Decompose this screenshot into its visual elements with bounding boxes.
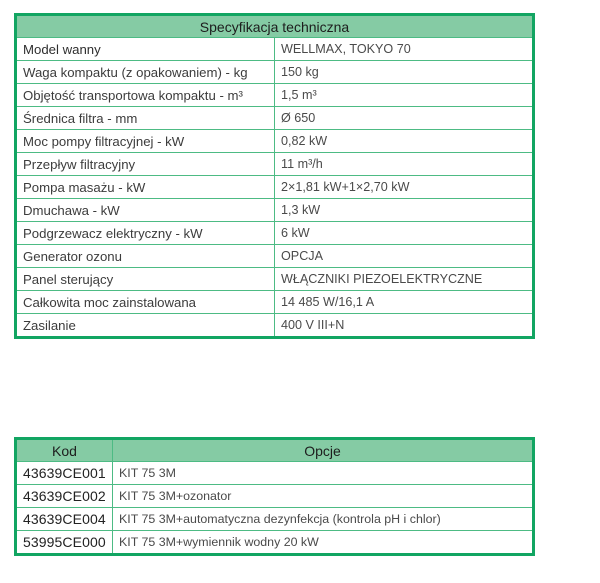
table-row xyxy=(16,508,534,531)
spec-label: Całkowita moc zainstalowana xyxy=(16,291,275,314)
table-row xyxy=(16,153,534,176)
option-code: 43639CE004 xyxy=(16,508,113,531)
option-code: 43639CE001 xyxy=(16,462,113,485)
spec-value: 400 V III+N xyxy=(275,314,534,338)
spec-label: Dmuchawa - kW xyxy=(16,199,275,222)
spec-label: Zasilanie xyxy=(16,314,275,338)
code-column-header: Kod xyxy=(16,439,113,462)
spec-value: 150 kg xyxy=(275,61,534,84)
table-row xyxy=(16,61,534,84)
spec-value: 2×1,81 kW+1×2,70 kW xyxy=(275,176,534,199)
spec-value: 6 kW xyxy=(275,222,534,245)
spec-label: Waga kompaktu (z opakowaniem) - kg xyxy=(16,61,275,84)
spec-label: Objętość transportowa kompaktu - m³ xyxy=(16,84,275,107)
table-row xyxy=(16,38,534,61)
technical-specification-table xyxy=(14,13,535,339)
spec-label: Przepływ filtracyjny xyxy=(16,153,275,176)
spec-value: 11 m³/h xyxy=(275,153,534,176)
option-description: KIT 75 3M+automatyczna dezynfekcja (kontrola pH i chlor) xyxy=(113,508,534,531)
spec-value: Ø 650 xyxy=(275,107,534,130)
spec-label: Model wanny xyxy=(16,38,275,61)
table-row xyxy=(16,462,534,485)
spec-value: 0,82 kW xyxy=(275,130,534,153)
table-row xyxy=(16,107,534,130)
table-row xyxy=(16,176,534,199)
table-row xyxy=(16,130,534,153)
spec-label: Moc pompy filtracyjnej - kW xyxy=(16,130,275,153)
table-row xyxy=(16,222,534,245)
table-row xyxy=(16,531,534,555)
spec-label: Generator ozonu xyxy=(16,245,275,268)
spec-label: Pompa masażu - kW xyxy=(16,176,275,199)
option-description: KIT 75 3M+ozonator xyxy=(113,485,534,508)
spec-value: 1,5 m³ xyxy=(275,84,534,107)
table-row xyxy=(16,291,534,314)
table-row xyxy=(16,245,534,268)
options-column-header: Opcje xyxy=(113,439,534,462)
spec-label: Średnica filtra - mm xyxy=(16,107,275,130)
spec-label: Panel sterujący xyxy=(16,268,275,291)
spec-value: 1,3 kW xyxy=(275,199,534,222)
spec-value: WŁĄCZNIKI PIEZOELEKTRYCZNE xyxy=(275,268,534,291)
spec-label: Podgrzewacz elektryczny - kW xyxy=(16,222,275,245)
option-description: KIT 75 3M+wymiennik wodny 20 kW xyxy=(113,531,534,555)
spec-value: 14 485 W/16,1 A xyxy=(275,291,534,314)
spec-table-title: Specyfikacja techniczna xyxy=(16,15,534,38)
option-description: KIT 75 3M xyxy=(113,462,534,485)
option-code: 53995CE000 xyxy=(16,531,113,555)
options-table xyxy=(14,437,535,556)
spec-value: OPCJA xyxy=(275,245,534,268)
table-row xyxy=(16,84,534,107)
table-row xyxy=(16,268,534,291)
option-code: 43639CE002 xyxy=(16,485,113,508)
spec-value: WELLMAX, TOKYO 70 xyxy=(275,38,534,61)
table-row xyxy=(16,314,534,338)
table-row xyxy=(16,199,534,222)
table-row xyxy=(16,485,534,508)
